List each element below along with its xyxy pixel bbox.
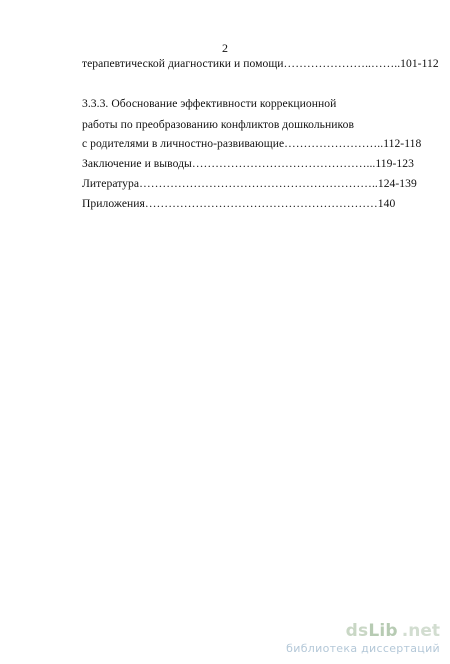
watermark-brand-name: dsLib xyxy=(345,621,398,641)
toc-entry-conclusion: Заключение и выводы………………………………………...119-123 xyxy=(82,157,414,170)
page-number: 2 xyxy=(222,41,228,55)
toc-entry-3-3-3-line-3: с родителями в личностно-развивающие……………………..112-118 xyxy=(82,137,422,150)
watermark-brand xyxy=(286,621,440,641)
toc-entry-3-3-3-line-1: 3.3.3. Обоснование эффективности коррекционной xyxy=(82,97,337,110)
watermark-subtitle: библиотека диссертаций xyxy=(286,642,440,655)
toc-entry-3-3-3-line-2: работы по преобразованию конфликтов дошкольников xyxy=(82,118,354,131)
toc-entry-appendices: Приложения……………………………………………………140 xyxy=(82,197,396,210)
toc-entry-continuation: терапевтической диагностики и помощи…………………..……..101-112 xyxy=(82,57,439,70)
toc-entry-literature: Литература……………………………………………………..124-139 xyxy=(82,177,417,190)
watermark-logo xyxy=(286,621,440,655)
watermark-brand-domain: .net xyxy=(401,621,440,641)
